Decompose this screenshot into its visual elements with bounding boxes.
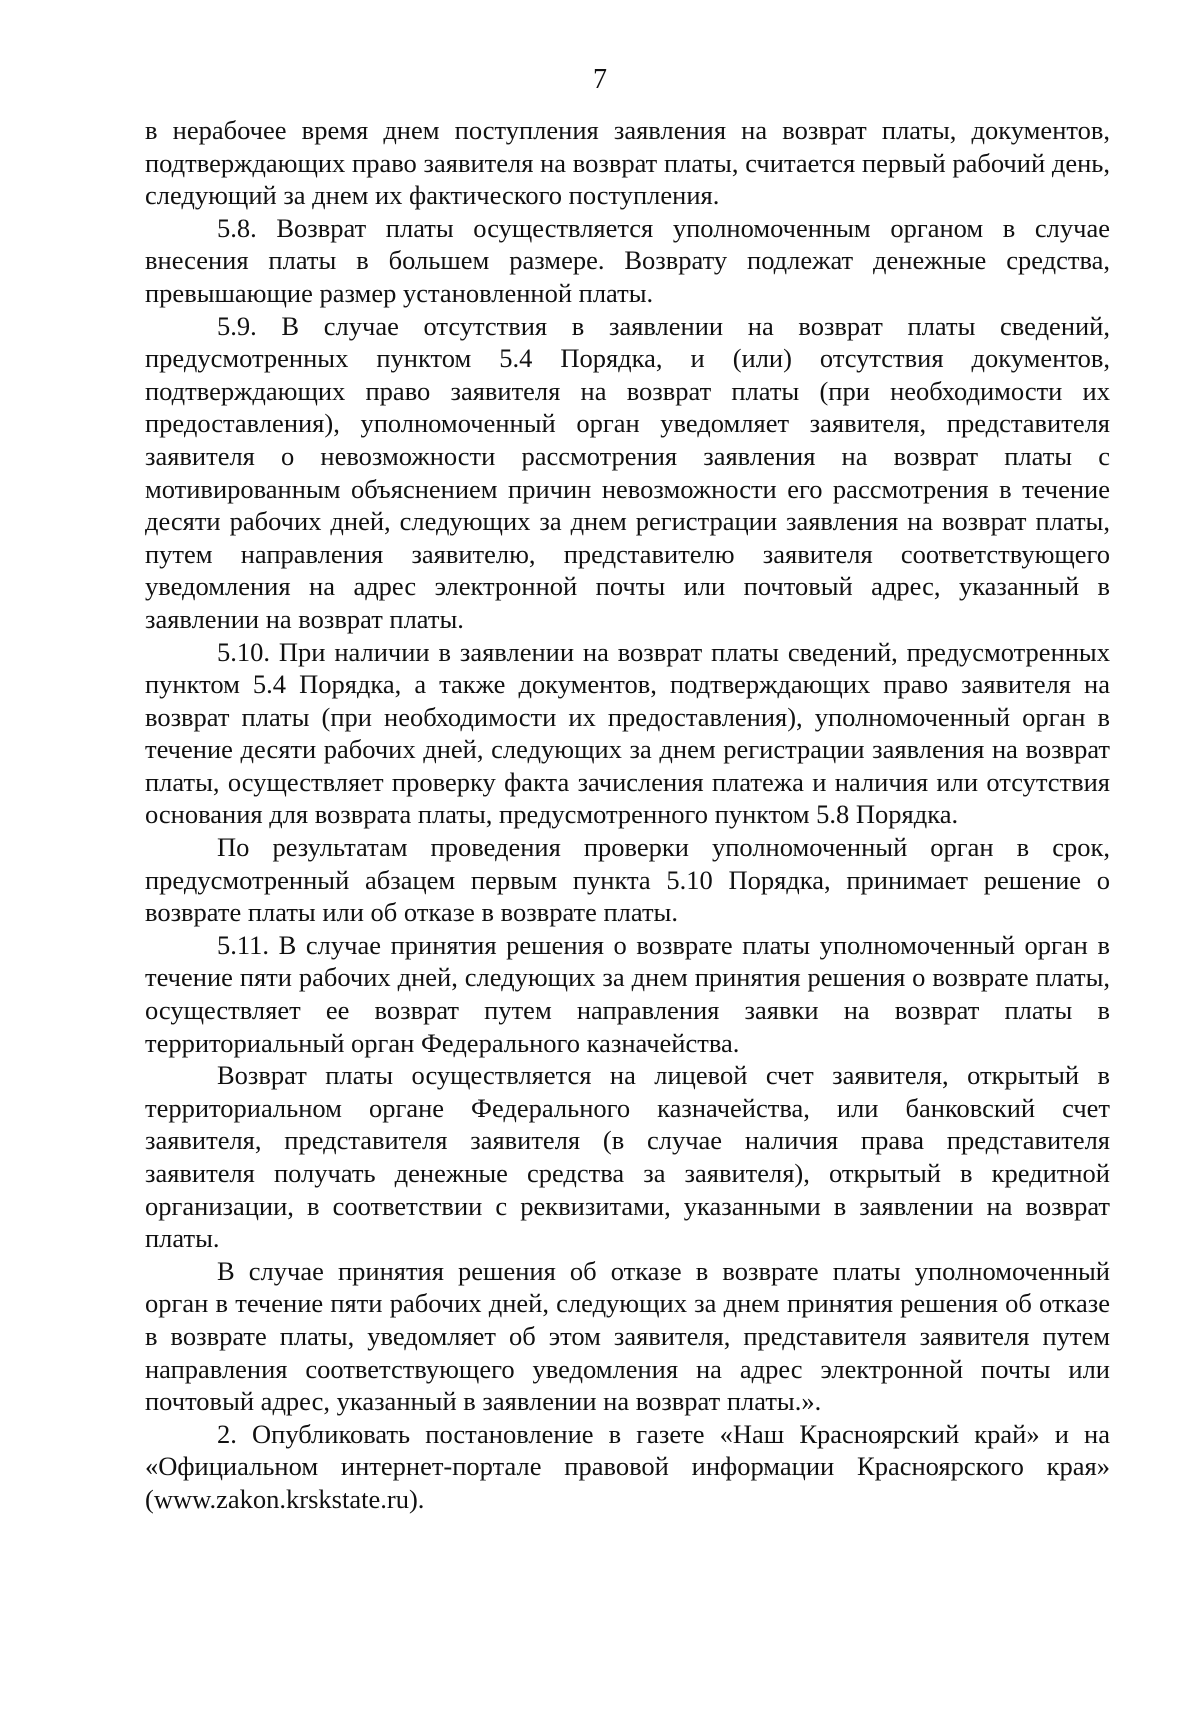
paragraph-5-11-account: Возврат платы осуществляется на лицевой счет заявителя, открытый в территориальном органе Федерального казначейства, или банковский счет заявителя, представителя заявителя (в случае наличия права представителя заявителя получать денежные средства за заявителя), открытый в кредитной организации, в соответствии с реквизитами, указанными в заявлении на возврат платы. bbox=[145, 1060, 1110, 1254]
paragraph: в нерабочее время днем поступления заявления на возврат платы, документов, подтверждающих право заявителя на возврат платы, считается первый рабочий день, следующий за днем их фактического поступления. bbox=[145, 115, 1110, 211]
document-body bbox=[145, 114, 1110, 1516]
paragraph-5-11: 5.11. В случае принятия решения о возврате платы уполномоченный орган в течение пяти рабочих дней, следующих за днем принятия решения о возврате платы, осуществляет ее возврат путем направления заявки на возврат платы в территориальный орган Федерального казначейства. bbox=[145, 929, 1110, 1058]
page-number: 7 bbox=[593, 64, 607, 95]
paragraph-5-8: 5.8. Возврат платы осуществляется уполномоченным органом в случае внесения платы в большем размере. Возврату подлежат денежные средства, превышающие размер установленной платы. bbox=[145, 212, 1110, 308]
paragraph-5-11-refusal: В случае принятия решения об отказе в возврате платы уполномоченный орган в течение пяти рабочих дней, следующих за днем принятия решения об отказе в возврате платы, уведомляет об этом заявителя, представителя заявителя путем направления соответствующего уведомления на адрес электронной почты или почтовый адрес, указанный в заявлении на возврат платы.». bbox=[145, 1255, 1110, 1417]
paragraph-5-10-results: По результатам проведения проверки уполномоченный орган в срок, предусмотренный абзацем первым пункта 5.10 Порядка, принимает решение о возврате платы или об отказе в возврате платы. bbox=[145, 832, 1110, 928]
paragraph-item-2-publication: 2. Опубликовать постановление в газете «Наш Красноярский край» и на «Официальном интернет-портале правовой информации Красноярского края» (www.zakon.krskstate.ru). bbox=[145, 1418, 1110, 1514]
paragraph-5-10: 5.10. При наличии в заявлении на возврат платы сведений, предусмотренных пунктом 5.4 Порядка, а также документов, подтверждающих право заявителя на возврат платы (при необходимости их предоставления), уполномоченный орган в течение десяти рабочих дней, следующих за днем регистрации заявления на возврат платы, осуществляет проверку факта зачисления платежа и наличия или отсутствия основания для возврата платы, предусмотренного пунктом 5.8 Порядка. bbox=[145, 636, 1110, 830]
paragraph-5-9: 5.9. В случае отсутствия в заявлении на возврат платы сведений, предусмотренных пунктом 5.4 Порядка, и (или) отсутствия документов, подтверждающих право заявителя на возврат платы (при необходимости их предоставления), уполномоченный орган уведомляет заявителя, представителя заявителя о невозможности рассмотрения заявления на возврат платы с мотивированным объяснением причин невозможности его рассмотрения в течение десяти рабочих дней, следующих за днем регистрации заявления на возврат платы, путем направления заявителю, представителю заявителя соответствующего уведомления на адрес электронной почты или почтовый адрес, указанный в заявлении на возврат платы. bbox=[145, 310, 1110, 634]
